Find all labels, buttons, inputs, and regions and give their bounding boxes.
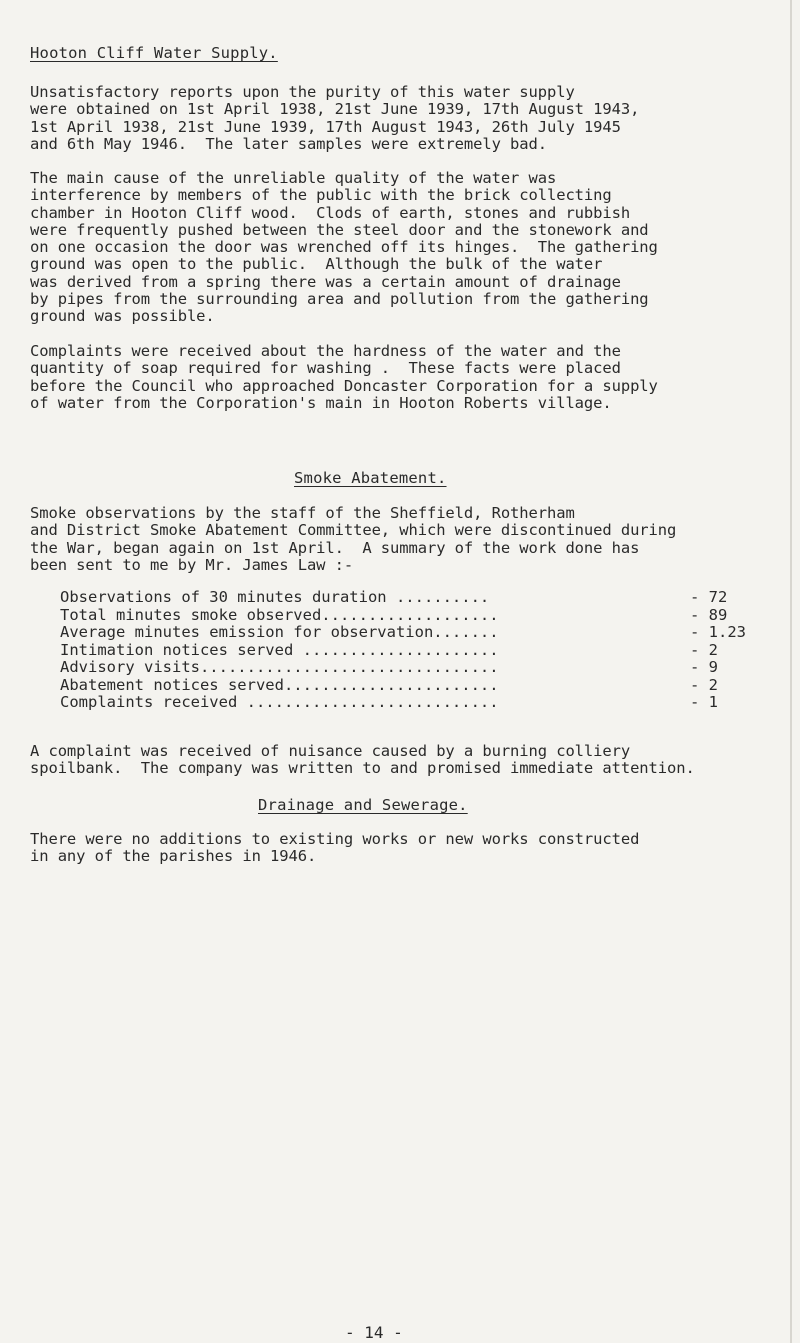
text-line: quantity of soap required for washing . These facts were placed: [30, 359, 621, 378]
heading-drainage-sewerage: Drainage and Sewerage.: [258, 796, 468, 814]
table-row: [60, 677, 750, 695]
row-value: - 2: [690, 640, 718, 659]
text-line: A complaint was received of nuisance caused by a burning colliery: [30, 742, 631, 760]
text-line: Unsatisfactory reports upon the purity of this water supply: [30, 83, 575, 101]
row-label: Observations of 30 minutes duration ..........: [60, 588, 490, 606]
paragraph-smoke-observations: [30, 505, 800, 574]
text-line: ground was open to the public. Although the bulk of the water: [30, 255, 603, 274]
text-line: spoilbank. The company was written to and promised immediate attention.: [30, 759, 695, 778]
text-line: on one occasion the door was wrenched off its hinges. The gathering: [30, 238, 658, 257]
row-value: - 2: [690, 675, 718, 694]
text-line: chamber in Hooton Cliff wood. Clods of earth, stones and rubbish: [30, 203, 631, 222]
text-line: were obtained on 1st April 1938, 21st June 1939, 17th August 1943,: [30, 100, 640, 119]
text-line: The main cause of the unreliable quality of the water was: [30, 169, 557, 187]
text-line: by pipes from the surrounding area and pollution from the gathering: [30, 290, 649, 309]
smoke-summary-table: [60, 589, 750, 712]
text-line: the War, began again on 1st April. A summary of the work done has: [30, 538, 640, 557]
paragraph-drainage: [30, 831, 800, 866]
heading-water-supply: Hooton Cliff Water Supply.: [30, 44, 278, 62]
text-line: of water from the Corporation's main in Hooton Roberts village.: [30, 393, 612, 412]
text-line: and 6th May 1946. The later samples were extremely bad.: [30, 134, 547, 153]
row-value: - 9: [690, 658, 718, 676]
text-line: Smoke observations by the staff of the Sheffield, Rotherham: [30, 504, 575, 522]
row-value: - 1.23: [690, 623, 746, 641]
table-row: [60, 607, 750, 625]
row-label: Average minutes emission for observation.......: [60, 623, 499, 641]
text-line: 1st April 1938, 21st June 1939, 17th August 1943, 26th July 1945: [30, 117, 621, 136]
text-line: Complaints were received about the hardness of the water and the: [30, 342, 621, 360]
row-value: - 89: [690, 605, 728, 624]
paragraph-water-complaints: [30, 343, 800, 412]
text-line: ground was possible.: [30, 307, 215, 326]
paragraph-smoke-complaint: [30, 743, 800, 778]
table-row: [60, 589, 750, 607]
row-value: - 1: [690, 693, 718, 711]
text-line: been sent to me by Mr. James Law :-: [30, 555, 354, 574]
text-line: were frequently pushed between the steel door and the stonework and: [30, 220, 649, 239]
row-label: Advisory visits................................: [60, 658, 499, 676]
row-label: Complaints received ...........................: [60, 693, 499, 711]
row-label: Intimation notices served .....................: [60, 640, 499, 659]
text-line: There were no additions to existing works or new works constructed: [30, 830, 640, 848]
table-row: [60, 659, 750, 677]
row-label: Total minutes smoke observed...................: [60, 605, 499, 624]
page-number: - 14 -: [345, 1323, 403, 1342]
paragraph-water-reports: [30, 84, 800, 153]
paragraph-water-cause: [30, 170, 800, 326]
heading-smoke-abatement: Smoke Abatement.: [294, 469, 447, 487]
row-value: - 72: [690, 588, 728, 606]
table-row: [60, 694, 750, 712]
text-line: interference by members of the public with the brick collecting: [30, 186, 612, 205]
row-label: Abatement notices served.......................: [60, 675, 499, 694]
text-line: in any of the parishes in 1946.: [30, 847, 317, 866]
table-row: [60, 624, 750, 642]
text-line: and District Smoke Abatement Committee, which were discontinued during: [30, 521, 677, 540]
text-line: was derived from a spring there was a certain amount of drainage: [30, 272, 621, 291]
text-line: before the Council who approached Doncaster Corporation for a supply: [30, 376, 658, 395]
table-row: [60, 642, 750, 660]
